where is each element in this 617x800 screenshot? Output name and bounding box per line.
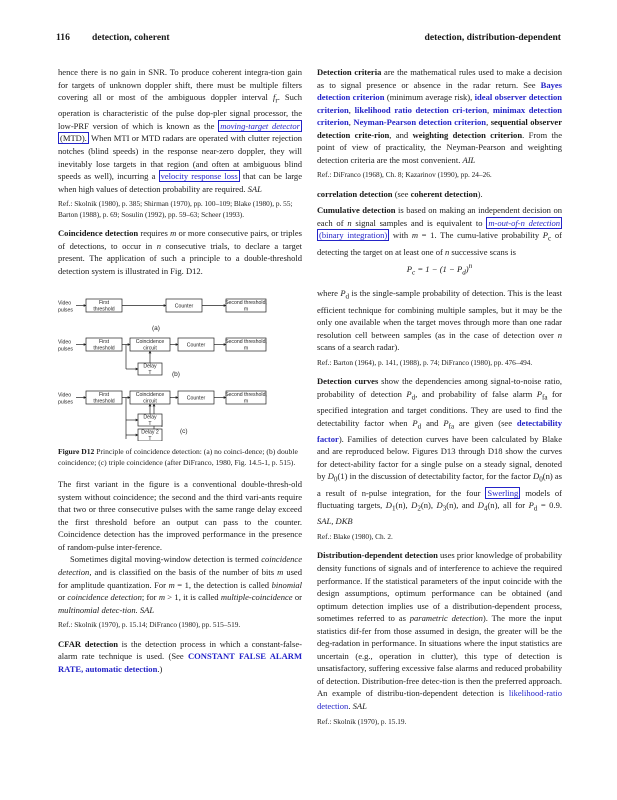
reference: Ref.: DiFranco (1968), Ch. 8; Kazarinov (1990), pp. 24–26. [317, 170, 492, 180]
video-label: Video [58, 339, 72, 346]
right-running-title: detection, distribution-dependent [424, 32, 561, 43]
page-number: 116 [56, 32, 70, 43]
delay-t-label: T [148, 370, 152, 377]
link-neyman-pearson-criterion[interactable]: Neyman-Pearson detection criterion [353, 117, 487, 128]
link-bayes-detection-criterion[interactable]: Bayes detection criterion [317, 79, 562, 103]
first-threshold-label: First [98, 300, 110, 307]
paragraph-moving-window: Sometimes digital moving-window detection is termed coincidence detection, and is classified on the basis of the number of bits m used for amplitude quantization. For m = 1, the detection is called binomial or coincidence detection; for m > 1, it is called multiple-coincidence or multinomial detec-tion. SAL [58, 554, 303, 615]
delay-t-label: T [148, 421, 152, 428]
entry-distribution-dependent-detection: Distribution-dependent detection uses prior knowledge of probability density functions of signals and of interference to achieve the required performance. If the statistical parameters of the input coincide with the design assumptions, optimum performance can be obtained (and optimum detection implies use of a distribution-dependent process, sometimes referred to as parametric detection). The more the input statistics dif-fer from those assumed in design, the greater will be the deg-radation in performance. In situations where the input statistics are uncertain (e.g., operation in clutter), this type of detection is unsatisfactory, suffering excessive false alarms and reduced probability of detection. Distribution-free detec-tion is then the preferred approach. An example of distribu-tion-dependent detection is likelihood-ratio detection. SAL [317, 550, 563, 711]
panel-label-a: (a) [152, 325, 160, 333]
first-threshold-label: threshold [93, 398, 115, 405]
second-threshold-label: Second threshold, [225, 339, 267, 346]
video-label: Video [58, 300, 72, 307]
entry-correlation-detection: correlation detection (see coherent detection). [317, 188, 483, 199]
counter-label: Counter [186, 342, 206, 349]
second-threshold-label: Second threshold, [225, 392, 267, 399]
panel-label-b: (b) [172, 371, 180, 379]
coincidence-circuit-label: circuit [143, 345, 157, 352]
delay-t-label: Delay [143, 363, 157, 370]
reference: Ref.: Skolnik (1970), p. 15.14; DiFranco (1980), pp. 515–519. [58, 620, 241, 630]
figure-d12 [58, 281, 302, 441]
first-threshold-label: First [98, 339, 110, 346]
link-moving-target-detector[interactable]: moving-target detector [220, 120, 300, 131]
term-cfar-detection: CFAR detection [58, 638, 118, 649]
term-coincidence-detection: Coincidence detection [58, 227, 139, 238]
first-threshold-label: threshold [93, 345, 115, 352]
mtd-abbreviation: (MTD). [60, 133, 87, 144]
video-label: Video [58, 392, 72, 399]
paragraph-coherent-continued: hence there is no gain in SNR. To produce coherent integra-tion gain for targets of unknown doppler shift, there must be multiple filters covering all or most of the ambiguous doppler interval $f_r$. Such operation is characteristic of the pulse dop-pler signal processor, the low-PRF version of which is known as the moving-target detector (MTD). When MTI or MTD radars are operated with clutter rejection notches (blind speeds) in the response near-zero doppler, they will inevitably lose targets in that region (and often at ambiguous blind speeds as well), incurring a velocity response loss that can be large when high values of detection probability are required. SAL [58, 67, 303, 194]
second-threshold-label: m [243, 306, 249, 313]
right-column [317, 66, 562, 734]
term-coherent-detection: coherent detection [410, 188, 478, 199]
link-swerling[interactable]: Swerling [487, 487, 519, 498]
entry-detection-curves: Detection curves show the dependencies among signal-to-noise ratio, probability of detection $P_d$, and probability of false alarm $P_{fa}$ for specified integration and target conditions. They are used to find the detectability factor when $P_d$ and $P_{fa}$ are given (see detectability factor). Families of detection curves have been calculated by Blake and are reproduced below. Figures D13 through D18 show the curves for detect-ability factor for a single pulse on a steady signal, denoted by $D_0(1)$ in the discussion of detectability factor, for the factor $D_0(n)$ as a result of n-pulse integration, for the four Swerling models of fluctuating targets, $D_1(n)$, $D_2(n)$, $D_3(n)$, and $D_4(n)$, all for $P_d = 0.9$. SAL, DKB [317, 376, 563, 527]
delay-2t-label: Delay 2 [141, 429, 159, 436]
reference: Ref.: Skolnik (1970), p. 15.19. [317, 716, 407, 726]
delay-2t-label: T [148, 436, 152, 442]
link-velocity-response-loss[interactable]: velocity response loss [160, 171, 238, 182]
pulses-label: pulses [58, 346, 73, 353]
left-running-title: detection, coherent [92, 32, 170, 43]
pulses-label: pulses [58, 399, 73, 406]
panel-label-c: (c) [180, 428, 188, 436]
first-threshold-label: First [98, 392, 110, 399]
first-threshold-label: threshold [93, 306, 115, 313]
figure-caption: Figure D12 Principle of coincidence detection: (a) no coinci-dence; (b) double coincidence; (c) triple coincidence (after DiFranco, 1980, Fig. 14.5-1, p. 515). [58, 447, 298, 467]
reference: Ref.: Barton (1964), p. 141, (1988), p. 74; DiFranco (1980), pp. 476–494. [317, 357, 533, 367]
reference: Ref.: Blake (1980), Ch. 2. [317, 532, 393, 542]
link-automatic-detection[interactable]: automatic detection [85, 663, 158, 674]
term-weighting-criterion: weighting detection criterion [412, 129, 523, 140]
link-likelihood-ratio-criterion[interactable]: likelihood ratio detection cri-terion [354, 104, 488, 115]
term-sequential-observer-criterion: sequential observer detection crite-rion [317, 117, 563, 140]
coincidence-circuit-label: Coincidence [135, 392, 165, 399]
pulses-label: pulses [58, 307, 73, 314]
second-threshold-label: Second threshold, [225, 300, 267, 307]
link-minimax-criterion[interactable]: minimax detection criterion [317, 104, 562, 128]
second-threshold-label: m [243, 398, 249, 405]
second-threshold-label: m [243, 345, 249, 352]
cumulative-probability-formula: $P_c = 1 - (1 - P_d)^n$ [406, 262, 473, 277]
left-column [58, 66, 302, 675]
coincidence-circuit-label: circuit [143, 398, 157, 405]
link-m-out-of-n-detection[interactable]: m-out-of-n detection [488, 217, 560, 228]
running-header [56, 32, 561, 46]
coincidence-circuit-label: Coincidence [135, 339, 165, 346]
entry-cfar-detection: CFAR detection is the detection process in which a constant-false-alarm rate technique is used. (See CONSTANT FALSE ALARM RATE, automatic detection.) [58, 638, 303, 674]
entry-coincidence-detection: Coincidence detection requires m or more consecutive pairs, or triples of detections, to occur in n consecutive trials, to declare a target present. The application of such a principle to a double-threshold detection system is illustrated in Fig. D12. [58, 227, 303, 276]
link-binary-integration[interactable]: (binary integration) [319, 230, 388, 241]
link-ideal-observer-criterion[interactable]: ideal observer detection criterion [317, 92, 562, 115]
counter-label: Counter [174, 303, 194, 310]
reference: Ref.: Skolnik (1980), p. 385; Shirman (1970), pp. 100–109; Blake (1980), p. 55; Barton (1988), p. 69; Sosulin (1992), pp. 59–63; Scheer (1993). [58, 199, 293, 219]
link-constant-false-alarm-rate[interactable]: CONSTANT FALSE ALARM RATE [58, 651, 303, 674]
entry-detection-criteria: Detection criteria are the mathematical rules used to make a decision as to signal presence or absence in the radar return. See Bayes detection criterion (minimum average risk), ideal observer detection criterion, likelihood ratio detection cri-terion, minimax detection criterion, Neyman-Pearson detection criterion, sequential observer detection crite-rion, and weighting detection criterion. From the point of view of practicality, the Neyman-Pearson and weighting detection criteria are the most convenient. AIL [317, 67, 563, 165]
entry-cumulative-detection: Cumulative detection is based on making an independent decision on each of n signal samples and is equivalent to m-out-of-n detection (binary integration) with m = 1. The cumu-lative probability $P_c$ of detecting the target on at least one of n successive scans is [317, 205, 562, 257]
paragraph-where: where $P_d$ is the single-sample probability of detection. This is the least efficient technique for combining multiple samples, but it may be the only one available when the target moves through more than one radar resolution cell between samples (as in the case of detection over n scans of a search radar). [317, 288, 562, 353]
coincidence-block-diagram [58, 281, 302, 441]
link-likelihood-ratio-detection[interactable]: likelihood-ratio detection [317, 688, 562, 711]
paragraph-first-variant: The first variant in the figure is a conventional double-thresh-old system without coincidence; the second and the third vari-ants require that two or three consecutive pulses with the same range delay exceed the first threshold before an output can pass to the counter. Coincidence detection has the improved performance in the presence of random-pulse inter-ference. [58, 479, 302, 552]
counter-label: Counter [186, 395, 206, 402]
link-detectability-factor[interactable]: detectability factor [317, 417, 563, 444]
delay-t-label: Delay [143, 414, 157, 421]
